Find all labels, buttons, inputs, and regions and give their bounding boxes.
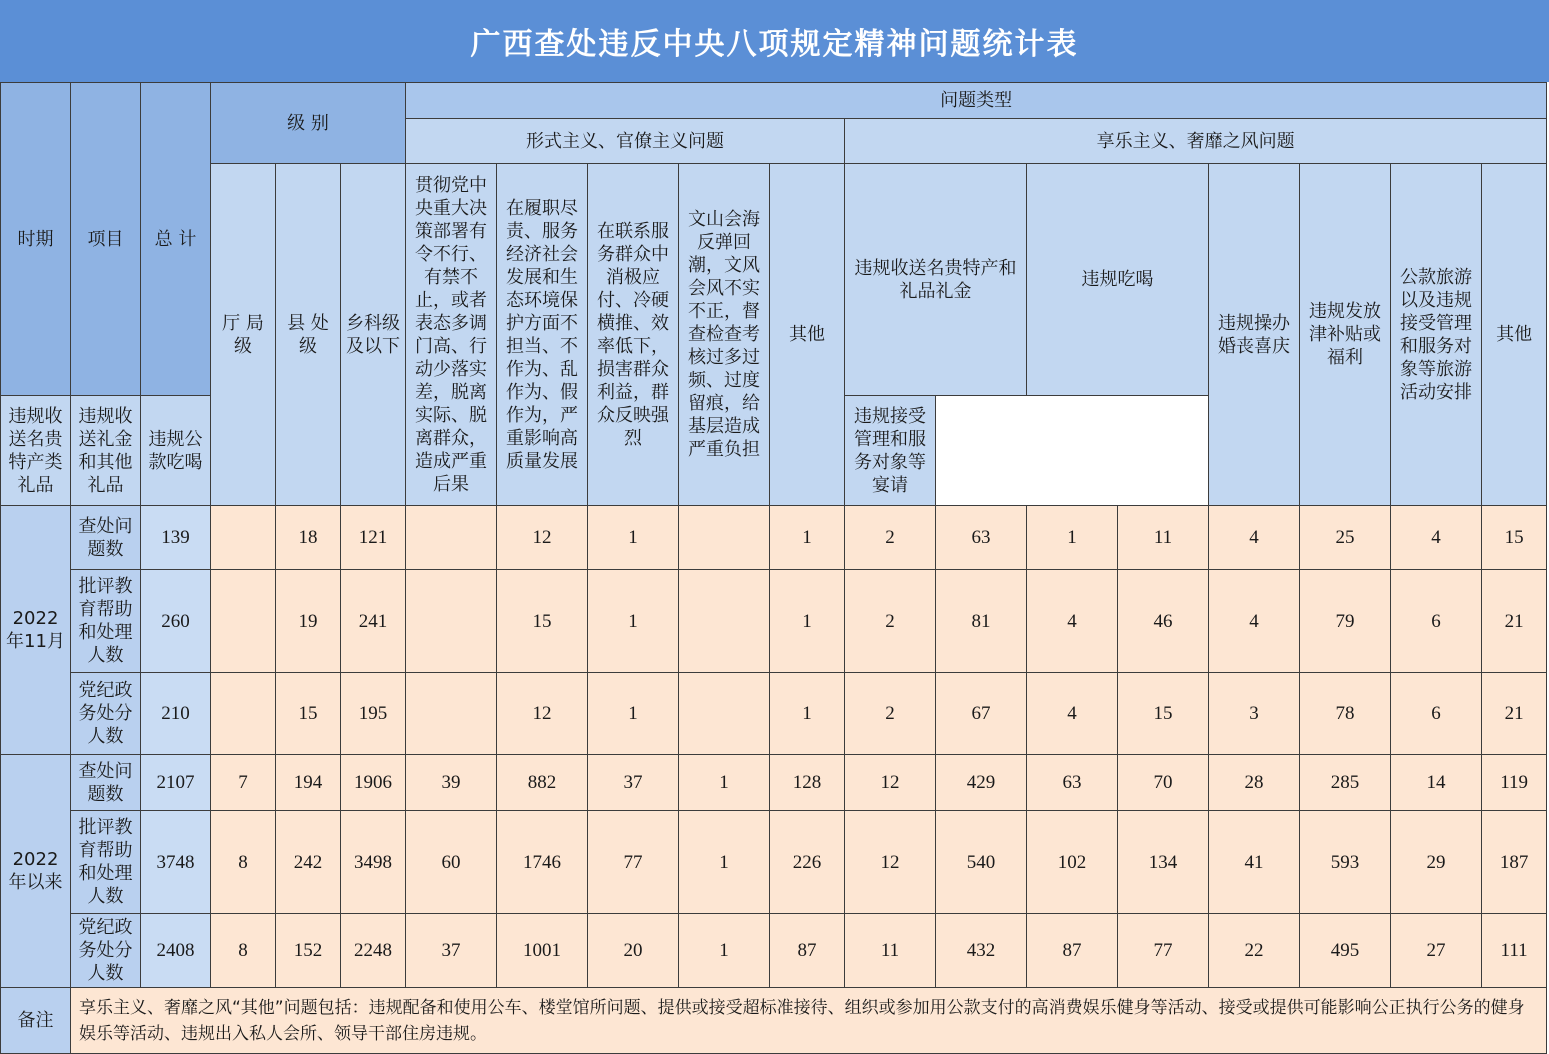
value-cell: 4 [1391, 506, 1482, 570]
value-cell: 4 [1209, 506, 1300, 570]
header-gift-col: 违规收送名贵特产类礼品 [1, 396, 71, 506]
value-cell: 2 [845, 673, 936, 755]
value-cell [211, 570, 276, 673]
value-cell: 593 [1300, 811, 1391, 914]
value-cell: 79 [1300, 570, 1391, 673]
value-cell: 102 [1027, 811, 1118, 914]
value-cell: 1 [588, 570, 679, 673]
note-text: 享乐主义、奢靡之风“其他”问题包括：违规配备和使用公车、楼堂馆所问题、提供或接受超标准接待、组织或参加用公款支付的高消费娱乐健身等活动、接受或提供可能影响公正执行公务的健身娱乐等活动、违规出入私人会所、领导干部住房违规。 [71, 988, 1547, 1054]
value-cell: 187 [1482, 811, 1547, 914]
value-cell: 81 [936, 570, 1027, 673]
value-cell: 41 [1209, 811, 1300, 914]
value-cell: 15 [1482, 506, 1547, 570]
value-cell: 241 [341, 570, 406, 673]
value-cell: 60 [406, 811, 497, 914]
value-cell: 12 [845, 811, 936, 914]
value-cell: 27 [1391, 914, 1482, 988]
header-dining-group: 违规吃喝 [1027, 164, 1209, 396]
header-gift-col: 违规收送礼金和其他礼品 [71, 396, 141, 506]
header-level-col: 乡科级及以下 [341, 164, 406, 506]
value-cell: 2 [845, 506, 936, 570]
value-cell [406, 570, 497, 673]
header-formal-col: 在履职尽责、服务经济社会发展和生态环境保护方面不担当、不作为、乱作为、假作为，严重影响高质量发展 [497, 164, 588, 506]
value-cell [679, 570, 770, 673]
header-gift-group: 违规收送名贵特产和礼品礼金 [845, 164, 1027, 396]
value-cell: 7 [211, 755, 276, 811]
value-cell: 195 [341, 673, 406, 755]
item-cell: 批评教育帮助和处理人数 [71, 570, 141, 673]
value-cell: 6 [1391, 570, 1482, 673]
header-period: 时期 [1, 83, 71, 396]
value-cell: 2 [845, 570, 936, 673]
value-cell: 63 [1027, 755, 1118, 811]
item-cell: 查处问题数 [71, 506, 141, 570]
header-formal-col: 其他 [770, 164, 845, 506]
item-cell: 党纪政务处分人数 [71, 673, 141, 755]
value-cell: 134 [1118, 811, 1209, 914]
value-cell: 67 [936, 673, 1027, 755]
value-cell: 39 [406, 755, 497, 811]
value-cell: 432 [936, 914, 1027, 988]
value-cell: 1 [770, 673, 845, 755]
header-hedonism-col: 违规发放津补贴或福利 [1300, 164, 1391, 506]
total-cell: 2408 [141, 914, 211, 988]
header-hedonism: 享乐主义、奢靡之风问题 [845, 119, 1547, 164]
value-cell: 8 [211, 914, 276, 988]
note-label: 备注 [1, 988, 71, 1054]
item-cell: 党纪政务处分人数 [71, 914, 141, 988]
value-cell: 6 [1391, 673, 1482, 755]
value-cell: 8 [211, 811, 276, 914]
value-cell: 226 [770, 811, 845, 914]
value-cell: 12 [497, 506, 588, 570]
header-formal-col: 在联系服务群众中消极应付、冷硬横推、效率低下，损害群众利益，群众反映强烈 [588, 164, 679, 506]
value-cell: 128 [770, 755, 845, 811]
value-cell: 285 [1300, 755, 1391, 811]
header-problem-type: 问题类型 [406, 83, 1547, 119]
value-cell: 1746 [497, 811, 588, 914]
header-item: 项目 [71, 83, 141, 396]
value-cell: 194 [276, 755, 341, 811]
value-cell: 2248 [341, 914, 406, 988]
value-cell: 1001 [497, 914, 588, 988]
value-cell: 882 [497, 755, 588, 811]
table-row [1, 506, 1547, 570]
header-hedonism-col: 其他 [1482, 164, 1547, 506]
statistics-table [0, 82, 1547, 1054]
value-cell [211, 506, 276, 570]
value-cell: 12 [845, 755, 936, 811]
value-cell: 63 [936, 506, 1027, 570]
value-cell [211, 673, 276, 755]
value-cell: 29 [1391, 811, 1482, 914]
value-cell: 540 [936, 811, 1027, 914]
value-cell: 15 [497, 570, 588, 673]
total-cell: 3748 [141, 811, 211, 914]
value-cell: 20 [588, 914, 679, 988]
item-cell: 批评教育帮助和处理人数 [71, 811, 141, 914]
period-cell: 2022年以来 [1, 755, 71, 988]
item-cell: 查处问题数 [71, 755, 141, 811]
header-formal-col: 贯彻党中央重大决策部署有令不行、有禁不止，或者表态多调门高、行动少落实差，脱离实际、脱离群众，造成严重后果 [406, 164, 497, 506]
period-cell: 2022年11月 [1, 506, 71, 755]
page-title: 广西查处违反中央八项规定精神问题统计表 [0, 0, 1549, 82]
value-cell: 28 [1209, 755, 1300, 811]
value-cell [679, 673, 770, 755]
table-row [1, 755, 1547, 811]
value-cell: 152 [276, 914, 341, 988]
value-cell: 1 [1027, 506, 1118, 570]
value-cell: 429 [936, 755, 1027, 811]
value-cell: 37 [406, 914, 497, 988]
value-cell: 87 [1027, 914, 1118, 988]
table-row [1, 914, 1547, 988]
value-cell: 1 [679, 755, 770, 811]
value-cell: 1 [679, 914, 770, 988]
value-cell: 4 [1027, 673, 1118, 755]
total-cell: 2107 [141, 755, 211, 811]
value-cell: 121 [341, 506, 406, 570]
value-cell: 4 [1027, 570, 1118, 673]
total-cell: 139 [141, 506, 211, 570]
value-cell: 1 [588, 673, 679, 755]
value-cell: 1 [588, 506, 679, 570]
value-cell: 21 [1482, 570, 1547, 673]
header-total: 总 计 [141, 83, 211, 396]
value-cell: 495 [1300, 914, 1391, 988]
value-cell: 242 [276, 811, 341, 914]
table-row [1, 570, 1547, 673]
value-cell: 19 [276, 570, 341, 673]
value-cell: 21 [1482, 673, 1547, 755]
value-cell: 77 [1118, 914, 1209, 988]
value-cell: 78 [1300, 673, 1391, 755]
value-cell: 77 [588, 811, 679, 914]
value-cell: 46 [1118, 570, 1209, 673]
value-cell: 37 [588, 755, 679, 811]
value-cell [406, 506, 497, 570]
value-cell: 22 [1209, 914, 1300, 988]
value-cell [406, 673, 497, 755]
value-cell: 87 [770, 914, 845, 988]
header-formal-col: 文山会海反弹回潮，文风会风不实不正，督查检查考核过多过频、过度留痕，给基层造成严重负担 [679, 164, 770, 506]
header-dining-col: 违规接受管理和服务对象等宴请 [845, 396, 936, 506]
total-cell: 260 [141, 570, 211, 673]
header-hedonism-col: 违规操办婚丧喜庆 [1209, 164, 1300, 506]
value-cell: 15 [1118, 673, 1209, 755]
header-level-col: 厅 局级 [211, 164, 276, 506]
value-cell [679, 506, 770, 570]
table-row [1, 811, 1547, 914]
header-level-col: 县 处级 [276, 164, 341, 506]
total-cell: 210 [141, 673, 211, 755]
value-cell: 3498 [341, 811, 406, 914]
note-row [1, 988, 1547, 1054]
value-cell: 70 [1118, 755, 1209, 811]
value-cell: 1 [770, 570, 845, 673]
value-cell: 119 [1482, 755, 1547, 811]
value-cell: 11 [845, 914, 936, 988]
value-cell: 111 [1482, 914, 1547, 988]
value-cell: 4 [1209, 570, 1300, 673]
value-cell: 1 [770, 506, 845, 570]
header-level: 级 别 [211, 83, 406, 164]
header-dining-col: 违规公款吃喝 [141, 396, 211, 506]
value-cell: 1906 [341, 755, 406, 811]
value-cell: 25 [1300, 506, 1391, 570]
header-hedonism-col: 公款旅游以及违规接受管理和服务对象等旅游活动安排 [1391, 164, 1482, 506]
value-cell: 3 [1209, 673, 1300, 755]
value-cell: 11 [1118, 506, 1209, 570]
value-cell: 15 [276, 673, 341, 755]
value-cell: 18 [276, 506, 341, 570]
table-row [1, 673, 1547, 755]
header-formalism: 形式主义、官僚主义问题 [406, 119, 845, 164]
value-cell: 12 [497, 673, 588, 755]
value-cell: 1 [679, 811, 770, 914]
value-cell: 14 [1391, 755, 1482, 811]
